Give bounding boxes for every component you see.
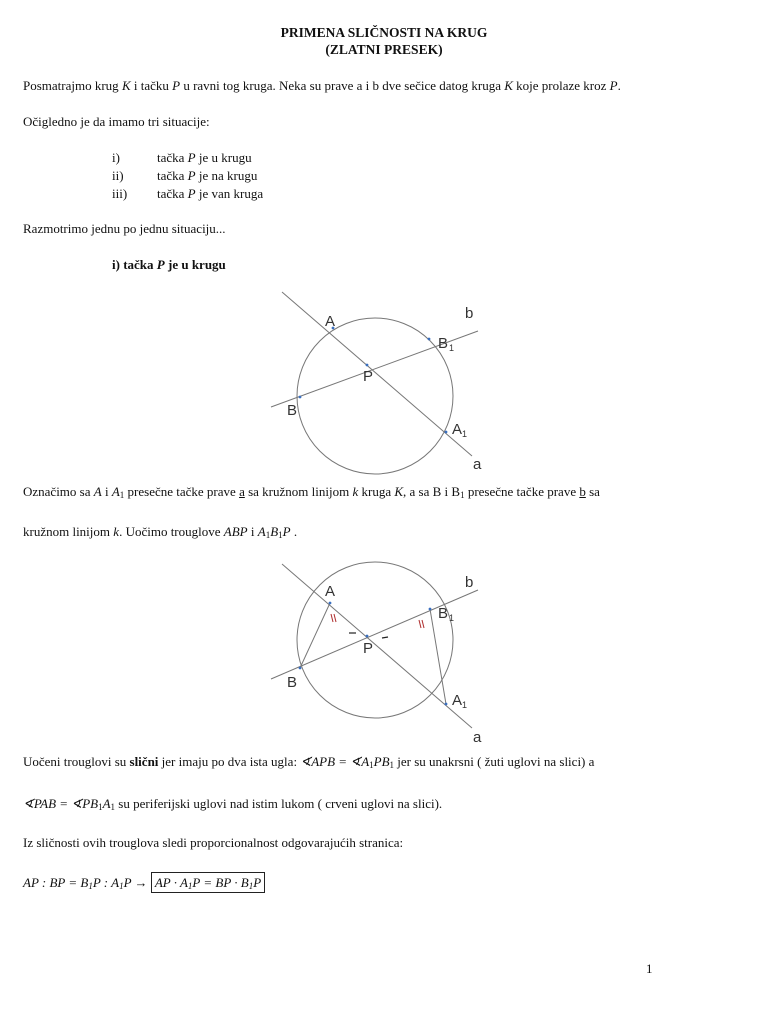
segment-AB <box>300 603 330 668</box>
label-A1: A <box>452 692 463 709</box>
intro-paragraph: Posmatrajmo krug K i tačku P u ravni tog kruga. Neka su prave a i b dve sečice datog kruga K koje prolaze kroz P. <box>23 78 621 93</box>
similar-paragraph: Uočeni trouglovi su slični jer imaju po dva ista ugla: ∢APB = $∢A_1PB_1$ jer su unakrsni ( žuti uglovi na slici) a <box>23 754 595 770</box>
paragraph-oznacimo: Označimo sa A i $A_1$ presečne tačke prave a sa kružnom linijom k kruga K, a sa B i $B_1$ presečne tačke prave b sa <box>23 484 600 500</box>
peripheral-angles-paragraph: ∢PAB = $∢PB_1A_1$ su periferijski uglovi nad istim lukom ( crveni uglovi na slici). <box>23 796 443 812</box>
page-title: PRIMENA SLIČNOSTI NA KRUG <box>280 25 488 40</box>
label-b: b <box>465 574 474 591</box>
svg-text:1: 1 <box>462 429 468 439</box>
page-subtitle: (ZLATNI PRESEK) <box>325 42 443 57</box>
list-item: i) tačka P je u krugu <box>112 150 252 165</box>
label-P: P <box>363 640 374 657</box>
label-B1: B <box>438 335 449 352</box>
label-B: B <box>287 674 298 691</box>
label-a: a <box>473 456 482 473</box>
circle-k-2 <box>297 562 453 718</box>
label-b: b <box>465 305 474 322</box>
svg-text:1: 1 <box>462 700 468 710</box>
label-P: P <box>363 368 374 385</box>
label-A: A <box>325 313 336 330</box>
list-item: ii) tačka P je na krugu <box>112 168 258 183</box>
list-item: iii) tačka P je van kruga <box>112 186 264 201</box>
one-by-one-text: Razmotrimo jednu po jednu situaciju... <box>23 221 226 236</box>
red-angle-marks <box>331 614 424 628</box>
line-b-2 <box>271 590 478 679</box>
label-A1: A <box>452 421 463 438</box>
label-B1: B <box>438 605 449 622</box>
situations-intro: Očigledno je da imamo tri situacije: <box>23 114 210 129</box>
page-number: 1 <box>646 961 653 976</box>
svg-text:1: 1 <box>449 343 455 353</box>
paragraph-trouglovi: kružnom linijom k. Uočimo trouglove ABP i $A_1B_1P$ . <box>23 524 298 540</box>
formula: AP : BP = $B_1P$ : $A_1P$ → AP · $A_1P$ = BP · $B_1P$ <box>23 875 265 891</box>
label-A: A <box>325 583 336 600</box>
boxed-result: AP · $A_1P$ = BP · $B_1P$ <box>151 872 265 893</box>
section-heading-i: i) tačka P je u krugu <box>112 257 226 272</box>
label-B: B <box>287 402 298 419</box>
svg-text:1: 1 <box>449 613 455 623</box>
proportion-intro: Iz sličnosti ovih trouglova sledi proporcionalnost odgovarajućih stranica: <box>23 835 404 850</box>
label-a: a <box>473 729 482 746</box>
segment-B1A1 <box>430 609 446 704</box>
